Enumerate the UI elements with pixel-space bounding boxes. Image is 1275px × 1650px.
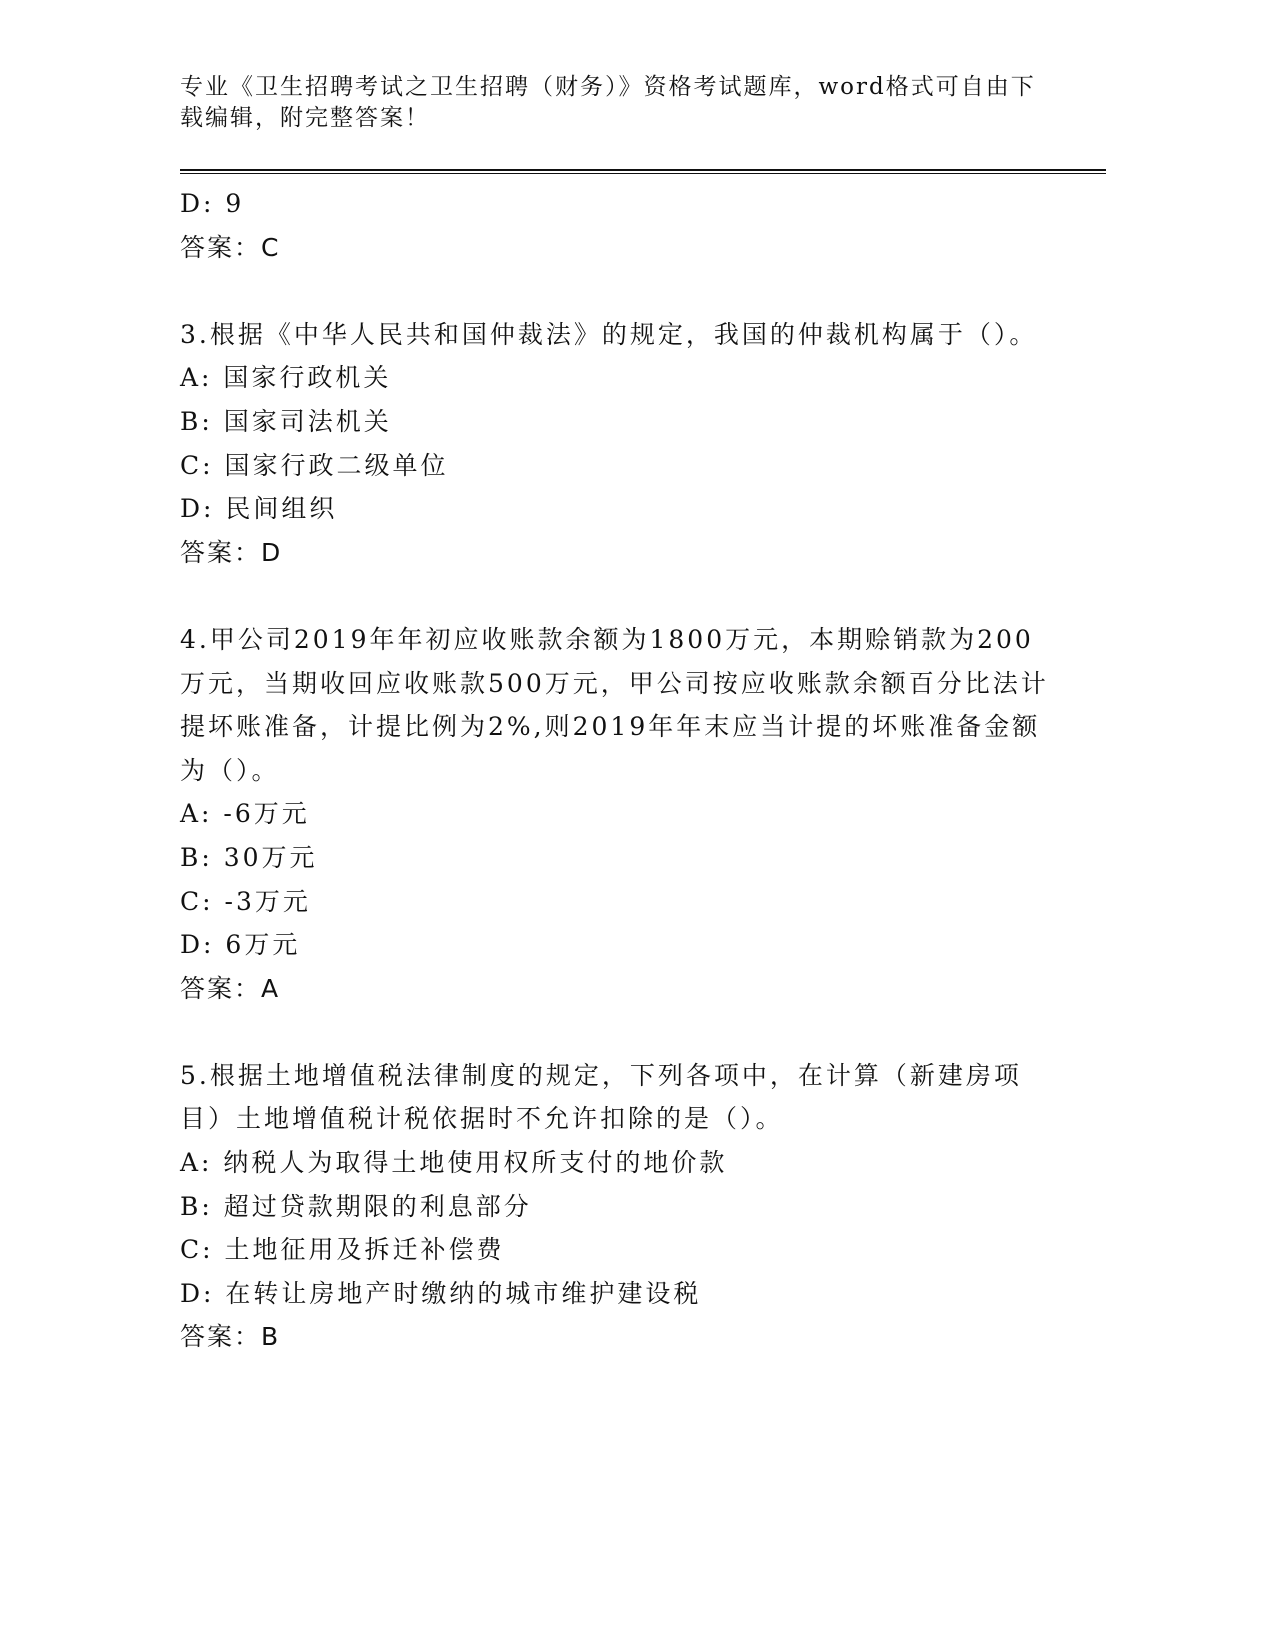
option-c: C: -3万元: [180, 886, 311, 916]
answer-line: 答案：D: [180, 537, 283, 567]
question-stem: 4.甲公司2019年年初应收账款余额为1800万元，本期赊销款为200万元，当期收回应收账款500万元，甲公司按应收账款余额百分比法计提坏账准备，计提比例为2%,则2019年年末应当计提的坏账准备金额为（）。: [180, 624, 1049, 785]
option-a: A: 纳税人为取得土地使用权所支付的地价款: [180, 1148, 728, 1178]
option-d: D: 9: [180, 189, 245, 218]
spacer: [180, 269, 1060, 313]
option-d: D: 6万元: [180, 930, 301, 960]
answer-line: 答案：B: [180, 1322, 281, 1352]
option-d: D: 民间组织: [180, 494, 338, 524]
question-5: [180, 1054, 1060, 1359]
option-b: B: 超过贷款期限的利息部分: [180, 1191, 532, 1221]
previous-question-tail: [180, 182, 1060, 269]
option-a: A: -6万元: [180, 799, 310, 829]
option-b: B: 国家司法机关: [180, 406, 392, 436]
option-c: C: 土地征用及拆迁补偿费: [180, 1235, 505, 1265]
option-b: B: 30万元: [180, 842, 318, 872]
question-4: [180, 618, 1060, 1010]
question-stem: 5.根据土地增值税法律制度的规定，下列各项中，在计算（新建房项目）土地增值税计税依据时不允许扣除的是（）。: [180, 1060, 1022, 1134]
answer-line: 答案：C: [180, 232, 281, 262]
option-c: C: 国家行政二级单位: [180, 450, 449, 480]
header-divider: [180, 169, 1106, 174]
spacer: [180, 574, 1060, 618]
option-d: D: 在转让房地产时缴纳的城市维护建设税: [180, 1278, 702, 1308]
page-header: 专业《卫生招聘考试之卫生招聘（财务）》资格考试题库，word格式可自由下载编辑，附完整答案！: [180, 74, 1036, 131]
answer-line: 答案：A: [180, 973, 281, 1003]
question-3: [180, 313, 1060, 575]
question-stem: 3.根据《中华人民共和国仲裁法》的规定，我国的仲裁机构属于（）。: [180, 319, 1038, 349]
question-list: [180, 182, 1060, 1359]
spacer: [180, 1010, 1060, 1054]
option-a: A: 国家行政机关: [180, 363, 392, 393]
